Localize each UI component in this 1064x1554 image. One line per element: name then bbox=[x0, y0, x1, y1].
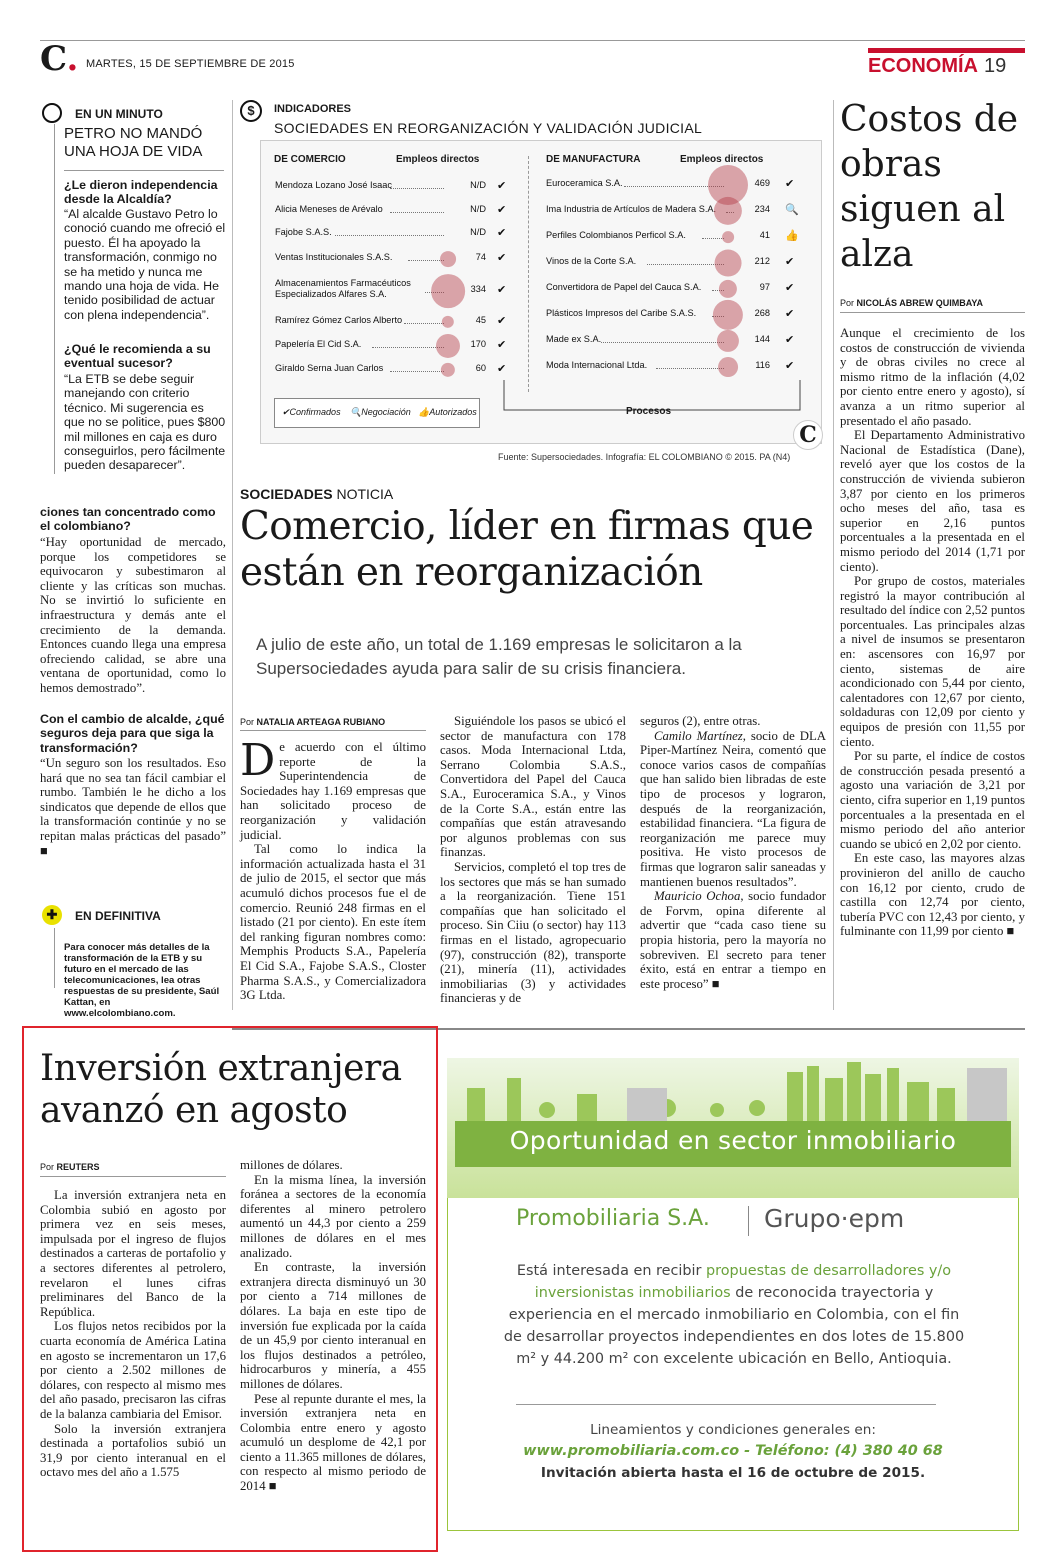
ad-brand-divider bbox=[748, 1206, 749, 1236]
comercio-row-value: 45 bbox=[475, 315, 486, 325]
comercio-row-value: 334 bbox=[470, 284, 486, 294]
top-rule bbox=[40, 40, 1025, 41]
definitiva-rule bbox=[54, 928, 55, 988]
issue-date: MARTES, 15 DE SEPTIEMBRE DE 2015 bbox=[86, 58, 295, 70]
comercio-row-leader bbox=[335, 235, 444, 236]
comercio-row-leader bbox=[372, 347, 444, 348]
main-p1: e acuerdo con el último reporte de la Superintendencia de Sociedades hay 1.169 empresas que han solicitado proceso de reorganización y validación judicial. bbox=[240, 740, 426, 842]
comercio-row-label: Papelería El Cid S.A. bbox=[275, 339, 362, 349]
manufactura-row-label: Moda Internacional Ltda. bbox=[546, 360, 648, 370]
chart-left-header: DE COMERCIO bbox=[274, 154, 346, 165]
minute-answer-2: “La ETB se debe seguir manejando con criterio técnico. Mi sugerencia es que no se politice, pues $800 mil millones en caja es duro conseguirlos, pero fácilmente pueden desaparecer”. bbox=[64, 372, 226, 473]
manufactura-row-value: 212 bbox=[754, 256, 770, 266]
manufactura-status-icon: ✔ bbox=[785, 308, 795, 320]
manufactura-row-label: Ima Industria de Artículos de Madera S.A. bbox=[546, 204, 717, 214]
manufactura-row-value: 116 bbox=[755, 360, 770, 370]
minute-question-2: ¿Qué le recomienda a su eventual sucesor? bbox=[64, 342, 211, 371]
manufactura-row-value: 268 bbox=[754, 308, 770, 318]
costs-p2: El Departamento Administrativo Nacional de Estadística (Dane), reveló ayer que los costos de la construcción de vivienda subieron 3,87 por ciento en los primeros ocho meses del año, tasa es superior en 2,16 puntos porcentuales a la presentada en el mismo periodo del 2014 (1,71 por ciento). bbox=[840, 428, 1025, 574]
foreign-p3: Solo la inversión extranjera destinada a portafolios subió un 31,9 por ciento interanual en el octavo mes del año a 1.575 bbox=[40, 1421, 226, 1480]
costs-p4: Por su parte, el índice de costos de construcción pesada presentó a agosto una variación de 3,21 por ciento, cifra superior en 1,19 puntos porcentuales a la presentada en el mismo periodo del año anterior cuando se ubicó en 2,02 por ciento. bbox=[840, 749, 1025, 851]
manufactura-row-label: Euroceramica S.A. bbox=[546, 178, 623, 188]
minute-rule bbox=[54, 124, 55, 474]
comercio-row-label: Almacenamientos Farmacéuticos Especializados Alfares S.A. bbox=[275, 278, 411, 299]
byline-rule bbox=[240, 730, 426, 731]
comercio-status-icon: ✔ bbox=[497, 180, 507, 192]
foreign-p1: La inversión extranjera neta en Colombia subió en agosto por primera vez en seis meses, impulsada por el ingreso de flujos destinados a carteras de portafolio y a sectores diferentes al petrolero, revelaron el lunes cifras preliminares del Banco de la República. bbox=[40, 1188, 226, 1319]
comercio-status-icon: ✔ bbox=[497, 315, 507, 327]
main-p3: Siguiéndole los pasos se ubicó el sector de manufactura con 178 casos. Moda Internacional Ltda, Serrano Colombia S.A.S., Convertidora del Papel del Cauca S.A., Euroceramica S.A., y Vinos de la Corte S.A., están entre las compañías que están atravesando por algunos problemas con sus finanzas. bbox=[440, 714, 626, 860]
costs-p5: En este caso, las mayores alzas provinieron del anillo de caucho con 16,12 por ciento, crudo de castilla con 12,74 por ciento, tubería PVC con 12,43 por ciento, y fulminante con 11,99 por ciento ■ bbox=[840, 851, 1025, 939]
foreign-p5: En la misma línea, la inversión foránea a sectores de la economía diferentes al minero petrolero aumentó un 44,3 por ciento a 259 millones de dólares en el mes analizado. bbox=[240, 1172, 426, 1260]
legend-confirmed: ✔Confirmados bbox=[282, 407, 341, 417]
comercio-status-icon: ✔ bbox=[497, 227, 507, 239]
chart-left-value-header: Empleos directos bbox=[396, 154, 480, 165]
ad-contact[interactable]: www.promobiliaria.com.co - Teléfono: (4) 380 40 68 bbox=[523, 1443, 943, 1459]
chart-subtitle: SOCIEDADES EN REORGANIZACIÓN Y VALIDACIÓN JUDICIAL bbox=[274, 120, 703, 136]
minute-divider bbox=[64, 170, 224, 171]
manufactura-row-leader bbox=[601, 342, 724, 343]
main-p5: seguros (2), entre otras. bbox=[640, 714, 761, 728]
ad-brand-promobiliaria: Promobiliaria S.A. bbox=[516, 1206, 710, 1231]
comercio-row-label: Fajobe S.A.S. bbox=[275, 227, 332, 237]
clock-icon bbox=[42, 103, 62, 123]
comercio-row-value: N/D bbox=[470, 180, 486, 190]
main-p4: Servicios, completó el top tres de los sectores que más se han sumado a la reorganización. Tiene 151 compañías que han solicitado el proceso. Sin Ciiu (o sector) hay 113 firmas en el listado, agropecuario (97), construcción (82), transporte (21), minería (11), actividades inmobiliarias (3) y actividades financieras y de bbox=[440, 859, 626, 1006]
manufactura-value-bubble bbox=[718, 357, 738, 377]
main-headline: Comercio, líder en firmas que están en reorganización bbox=[240, 504, 814, 595]
manufactura-row-value: 234 bbox=[754, 204, 770, 214]
interview-answer-4: “Un seguro son los resultados. Eso hará que no sea tan fácil cambiar el rumbo. También le he dicho a los sindicatos que depende de ellos que la transformación continúe y no se repitan malas prácticas del pasado” ■ bbox=[40, 756, 226, 858]
manufactura-status-icon: ✔ bbox=[785, 334, 795, 346]
manufactura-row-leader bbox=[647, 264, 724, 265]
chart-logo: C bbox=[793, 420, 823, 450]
minute-title: PETRO NO MANDÓ UNA HOJA DE VIDA bbox=[64, 125, 203, 160]
comercio-row-leader bbox=[404, 323, 444, 324]
column-rule-2 bbox=[833, 100, 834, 1010]
main-kicker: SOCIEDADES NOTICIA bbox=[240, 486, 394, 502]
comercio-value-bubble bbox=[440, 251, 456, 267]
foreign-col-2 bbox=[240, 1158, 426, 1494]
costs-p1: Aunque el crecimiento de los costos de construcción de vivienda y de obras civiles no crece al mismo ritmo de la inflación (4,02 por ciento entre enero y agosto), sí avanza a un ritmo superior al presentado el año pasado. bbox=[840, 326, 1025, 428]
manufactura-row-label: Vinos de la Corte S.A. bbox=[546, 256, 637, 266]
foreign-p2: Los flujos netos recibidos por la cuarta economía de América Latina en agosto se incrementaron un 17,6 por ciento a 2.502 millones de dólares, con respecto al mismo mes del año pasado, precisaron las cifras de la balanza cambiaria del Emisor. bbox=[40, 1319, 226, 1421]
minute-tag: EN UN MINUTO bbox=[75, 107, 163, 121]
costs-p3: Por grupo de costos, materiales registró la mayor contribución al resultado del índice con 2,52 puntos porcentuales. Las principales alzas a nivel de insumos se presentaron en: ascensores con 16,97 por ciento, sistemas de aire acondicionado con 5,44 por ciento, calentadores con 12,67 por ciento, soldaduras con 12,09 por ciento y equipos de presión con 11,55 por ciento. bbox=[840, 574, 1025, 749]
foreign-p7: Pese al repunte durante el mes, la inversión extranjera neta en Colombia entre enero y agosto acumuló un desplome de 42,1 por ciento a 11.365 millones de dólares, con respecto al mismo periodo de 2014 ■ bbox=[240, 1391, 426, 1494]
process-label: Procesos bbox=[626, 406, 672, 417]
main-byline: Por NATALIA ARTEAGA RUBIANO bbox=[240, 717, 386, 727]
manufactura-row-label: Plásticos Impresos del Caribe S.A.S. bbox=[546, 308, 697, 318]
minute-answer-1: “Al alcalde Gustavo Petro lo conoció cuando me ofreció el puesto. Él ha apoyado la transformación, conmigo no se ha metido y nunca me mando una hoja de vida. He tenido posibilidad de actuar con plena independencia”. bbox=[64, 207, 226, 322]
chart-divider bbox=[528, 156, 529, 392]
comercio-row-leader bbox=[390, 371, 444, 372]
chart-right-value-header: Empleos directos bbox=[680, 154, 764, 165]
comercio-row-leader bbox=[390, 188, 444, 189]
foreign-p4: millones de dólares. bbox=[240, 1158, 343, 1172]
foreign-byline-rule bbox=[40, 1176, 226, 1177]
manufactura-status-icon: ✔ bbox=[785, 178, 795, 190]
main-col-3 bbox=[640, 714, 826, 991]
legend-authorized: 👍Autorizados bbox=[418, 407, 477, 417]
manufactura-row-label: Made ex S.A. bbox=[546, 334, 602, 344]
interview-question-4: Con el cambio de alcalde, ¿qué seguros deja para que siga la transformación? bbox=[40, 712, 225, 755]
main-p2: Tal como lo indica la información actualizada hasta el 31 de julio de 2015, el sector que más acumuló dichos procesos fue el de comercio. Reunió 248 firmas en el listado (21 por ciento). En este ítem del ranking figuran nombres como: Memphis Products S.A., Papelería El Cid S.A., Fajobe S.A.S., Closter Pharma S.A.S., y Comercializadora 3G Ltda. bbox=[240, 842, 426, 1003]
dollar-icon: $ bbox=[240, 100, 262, 122]
definitiva-text: Para conocer más detalles de la transformación de la ETB y su futuro en el mercado de las telecomunicaciones, lea otras respuestas de su presidente, Saúl Kattan, en www.elcolombiano.com. bbox=[64, 942, 220, 1019]
comercio-status-icon: ✔ bbox=[497, 204, 507, 216]
manufactura-status-icon: ✔ bbox=[785, 282, 795, 294]
manufactura-row-value: 469 bbox=[754, 178, 770, 188]
definitiva-tag: EN DEFINITIVA bbox=[75, 909, 161, 923]
comercio-row-value: N/D bbox=[470, 204, 486, 214]
main-p7: Mauricio Ochoa, socio fundador de Forvm, opina diferente al advertir que “cada caso tiene su propia historia, pero la mayoría no sobreviven. El secreto para tener éxito, está en entrar a tiempo en este proceso” ■ bbox=[640, 889, 826, 991]
comercio-row-label: Alicia Meneses de Arévalo bbox=[275, 204, 383, 214]
manufactura-row-label: Convertidora de Papel del Cauca S.A. bbox=[546, 282, 702, 292]
manufactura-row-leader bbox=[656, 368, 724, 369]
comercio-status-icon: ✔ bbox=[497, 363, 507, 375]
newspaper-logo: C. bbox=[40, 39, 79, 79]
main-p6: Camilo Martínez, socio de DLA Piper-Martínez Neira, comentó que conoce varios casos de compañías que han salido bien libradas de este tipo de procesos y lograron, después de la reorganización, estabilidad financiera. “La figura de reorganización me parece muy positiva. He visto procesos de firmas que lograron salir saneadas y mantienen buenos resultados”. bbox=[640, 728, 827, 889]
ad-guidelines: Lineamientos y condiciones generales en: bbox=[590, 1422, 876, 1438]
comercio-row-label: Ventas Institucionales S.A.S. bbox=[275, 252, 393, 262]
main-col-1 bbox=[240, 735, 426, 1003]
comercio-status-icon: ✔ bbox=[497, 252, 507, 264]
manufactura-value-bubble bbox=[715, 250, 742, 277]
manufactura-row-leader bbox=[702, 238, 724, 239]
foreign-headline: Inversión extranjera avanzó en agosto bbox=[40, 1048, 402, 1131]
foreign-p6: En contraste, la inversión extranjera directa disminuyó un 30 por ciento a 714 millones de dólares. La baja en este tipo de inversión fue explicada por la caída de un 45,9 por ciento interanual en los flujos destinados a petróleo, hidrocarburos y minería, a 455 millones de dólares. bbox=[240, 1260, 426, 1391]
ad-rule bbox=[516, 1404, 936, 1405]
page-number: 19 bbox=[984, 55, 1007, 77]
ad-brand-epm: Grupo·epm bbox=[764, 1204, 905, 1233]
foreign-byline: Por REUTERS bbox=[40, 1162, 100, 1172]
manufactura-status-icon: ✔ bbox=[785, 360, 795, 372]
chart-right-header: DE MANUFACTURA bbox=[546, 154, 641, 165]
manufactura-row-value: 41 bbox=[759, 230, 770, 240]
costs-headline: Costos de obras siguen al alza bbox=[840, 99, 1019, 275]
comercio-row-label: Mendoza Lozano José Isaac bbox=[275, 180, 392, 190]
drop-cap: D bbox=[240, 735, 276, 786]
comercio-row-label: Ramírez Gómez Carlos Alberto bbox=[275, 315, 403, 325]
ad-deadline: Invitación abierta hasta el 16 de octubre de 2015. bbox=[540, 1465, 926, 1481]
costs-byline: Por NICOLÁS ABREW QUIMBAYA bbox=[840, 298, 984, 308]
minute-question-1: ¿Le dieron independencia desde la Alcaldía? bbox=[64, 178, 218, 207]
main-col-2 bbox=[440, 714, 626, 1006]
comercio-row-value: 60 bbox=[475, 363, 486, 373]
manufactura-value-bubble bbox=[722, 231, 734, 243]
comercio-row-label: Giraldo Serna Juan Carlos bbox=[275, 363, 384, 373]
comercio-row-value: 74 bbox=[475, 252, 486, 262]
comercio-status-icon: ✔ bbox=[497, 284, 507, 296]
manufactura-row-label: Perfiles Colombianos Perficol S.A. bbox=[546, 230, 686, 240]
comercio-row-value: N/D bbox=[470, 227, 486, 237]
manufactura-status-icon: 🔍 bbox=[785, 204, 799, 216]
chart-source: Fuente: Supersociedades. Infografía: EL COLOMBIANO © 2015. PA (N4) bbox=[498, 452, 791, 462]
city-skyline-illustration bbox=[447, 1058, 1019, 1122]
comercio-row-leader bbox=[390, 212, 444, 213]
legend-negotiation: 🔍Negociación bbox=[350, 407, 411, 417]
interview-answer-3: “Hay oportunidad de mercado, porque los competidores se equivocaron y subestimaron al cliente y las críticas son muchas. No se invirtió lo suficiente en infraestructura y demás ante el crecimiento de la demanda. Entonces cuando llega una empresa ofreciendo calidad, se abre una ventana de oportunidad, como lo hemos demostrado”. bbox=[40, 535, 226, 695]
foreign-col-1 bbox=[40, 1188, 226, 1480]
ad-banner: Oportunidad en sector inmobiliario bbox=[509, 1126, 957, 1155]
main-deck: A julio de este año, un total de 1.169 empresas le solicitaron a la Supersociedades ayuda para salir de su crisis financiera. bbox=[256, 635, 742, 678]
manufactura-row-value: 144 bbox=[754, 334, 770, 344]
manufactura-status-icon: ✔ bbox=[785, 256, 795, 268]
manufactura-row-value: 97 bbox=[759, 282, 770, 292]
manufactura-status-icon: 👍 bbox=[785, 230, 799, 242]
costs-body bbox=[840, 326, 1025, 939]
ad-text: Está interesada en recibir propuestas de desarrolladores y/o inversionistas inmobiliarios de reconocida trayectoria y experiencia en el mercado inmobiliario en Colombia, con el fin de desarrollar proyectos independientes en dos lotes de 15.800 m² y 44.200 m² con excelente ubicación en Bello, Antioquia. bbox=[503, 1263, 965, 1367]
comercio-status-icon: ✔ bbox=[497, 339, 507, 351]
costs-byline-rule bbox=[840, 312, 1025, 313]
comercio-row-leader bbox=[408, 260, 444, 261]
comercio-row-value: 170 bbox=[470, 339, 486, 349]
column-rule-1 bbox=[232, 100, 233, 1010]
chart-title: INDICADORES bbox=[274, 103, 352, 115]
interview-question-3: ciones tan concentrado como el colombiano? bbox=[40, 505, 216, 534]
section-header: ECONOMÍA 19 bbox=[868, 48, 1025, 78]
definitiva-icon: ✚ bbox=[42, 905, 62, 925]
